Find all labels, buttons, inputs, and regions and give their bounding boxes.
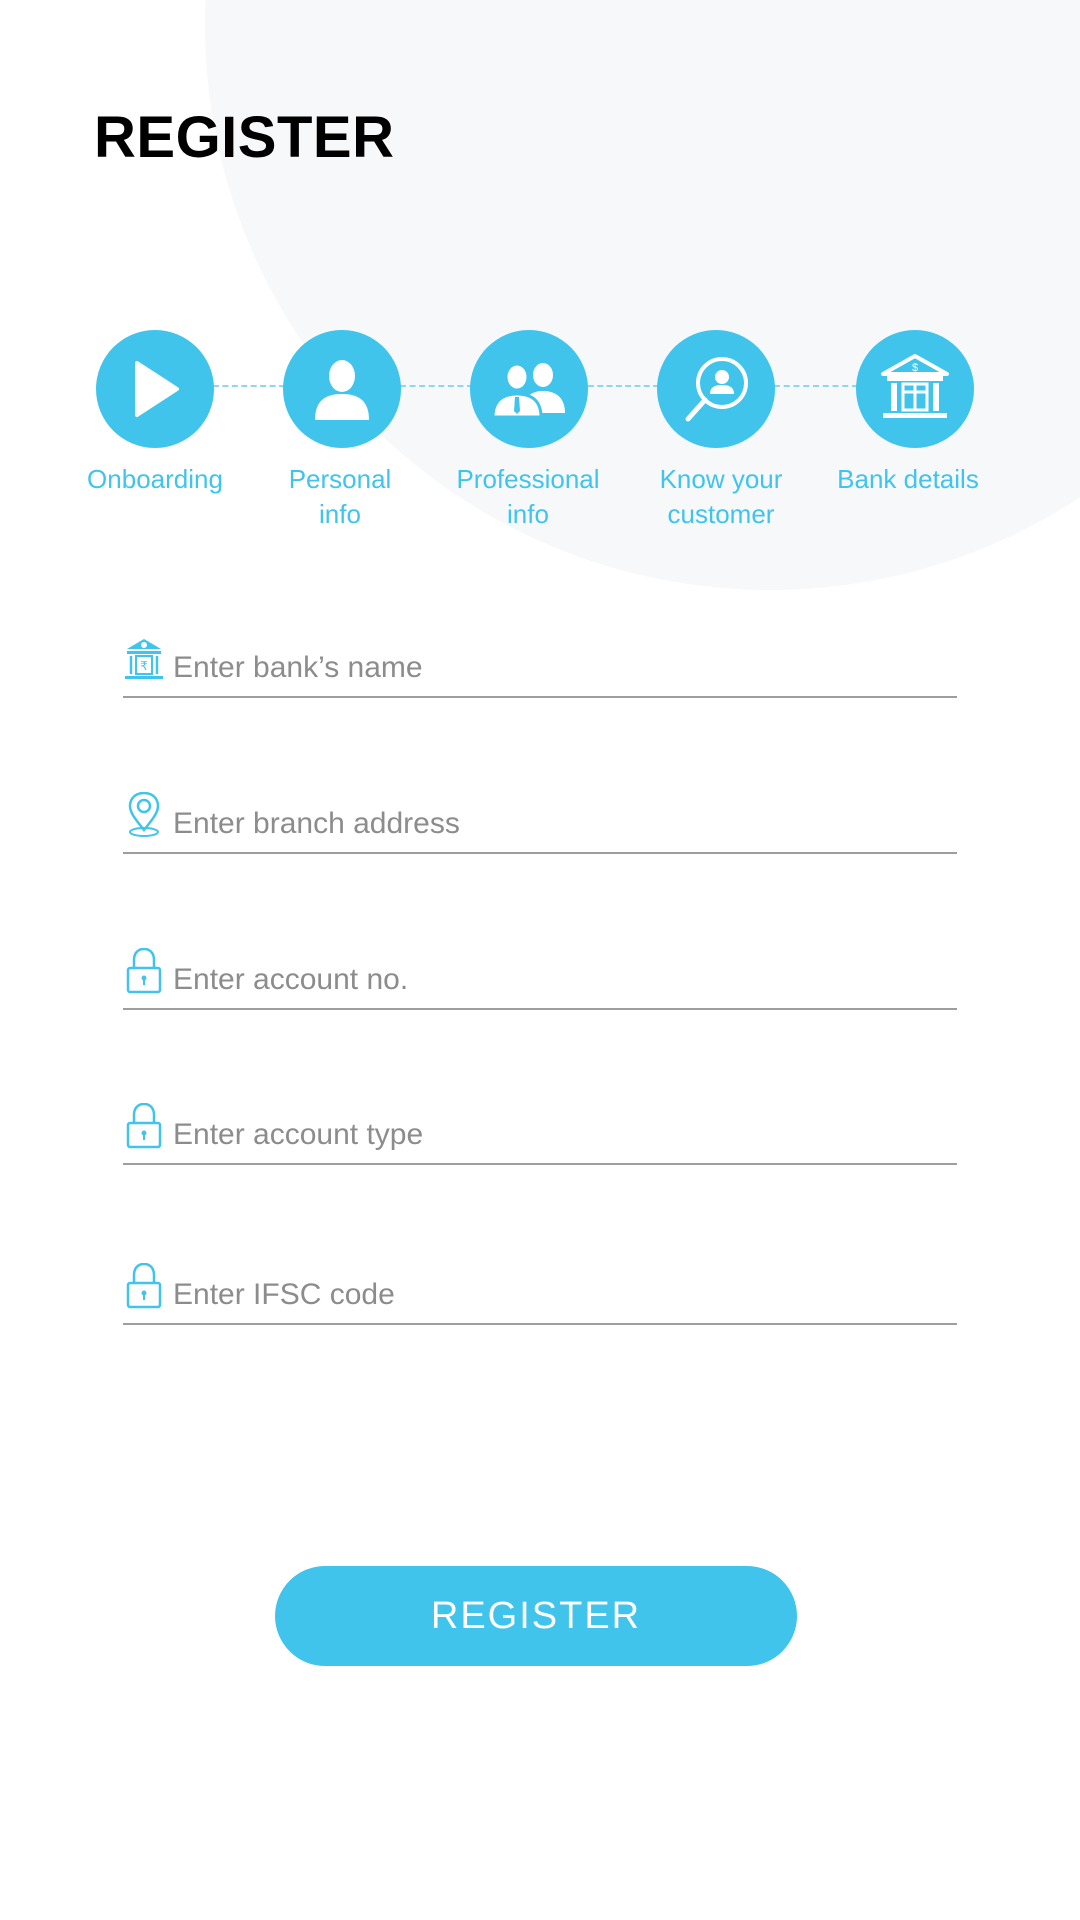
svg-text:$: $ [911, 362, 919, 374]
lock-icon [123, 948, 165, 994]
ifsc-code-field [123, 1263, 957, 1325]
register-button[interactable]: REGISTER [275, 1566, 797, 1666]
location-pin-icon [123, 792, 165, 838]
step-know-your-customer[interactable] [657, 330, 775, 448]
search-user-icon [678, 351, 754, 427]
page-title: REGISTER [94, 105, 395, 170]
person-icon [312, 356, 372, 422]
lock-icon [123, 1263, 165, 1309]
account-type-field [123, 1103, 957, 1165]
bank-rupee-icon [123, 636, 165, 682]
svg-text:₹: ₹ [140, 659, 148, 673]
branch-address-input[interactable] [173, 802, 957, 846]
play-icon [127, 359, 183, 419]
step-connector [588, 385, 659, 387]
step-connector [213, 385, 285, 387]
account-type-input[interactable] [173, 1113, 957, 1157]
bank-icon [879, 354, 951, 424]
bank-name-input[interactable] [173, 646, 957, 690]
account-number-input[interactable] [173, 958, 957, 1002]
step-bank-details[interactable] [856, 330, 974, 448]
professionals-icon [489, 359, 569, 419]
step-label-professional-info: Professional info [456, 464, 600, 529]
step-label-know-your-customer: Know your customer [659, 464, 783, 529]
step-label-onboarding: Onboarding [87, 464, 223, 494]
step-professional-info[interactable] [470, 330, 588, 448]
step-label-personal-info: Personal info [288, 464, 392, 529]
step-connector [400, 385, 473, 387]
lock-icon [123, 1103, 165, 1149]
step-personal-info[interactable] [283, 330, 401, 448]
ifsc-code-input[interactable] [173, 1273, 957, 1317]
step-connector [774, 385, 858, 387]
step-onboarding[interactable] [96, 330, 214, 448]
bank-name-field [123, 636, 957, 698]
account-number-field [123, 948, 957, 1010]
step-label-bank-details: Bank details [837, 464, 979, 494]
branch-address-field [123, 792, 957, 854]
